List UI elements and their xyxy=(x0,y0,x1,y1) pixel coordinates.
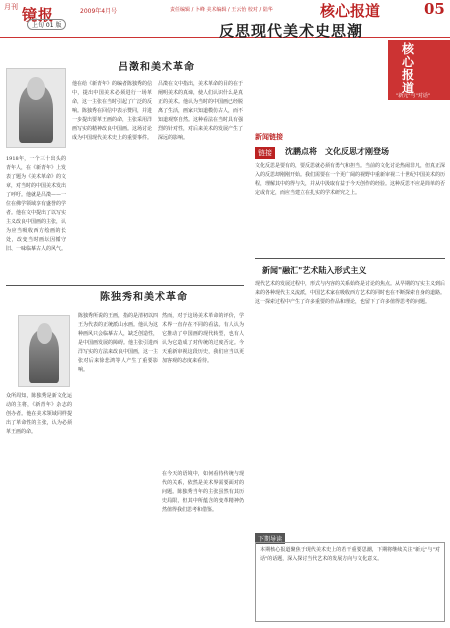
portrait-photo-lvcheng xyxy=(6,68,66,148)
next-issue-text: 本期核心报道聚焦于现代美术史上的若干重要思潮，下期将继续关注"新元"与"对话"的话题，深入探讨当代艺术的发展方向与文化意义。 xyxy=(260,547,440,562)
portrait-photo-chenduxiu xyxy=(18,315,70,387)
newspaper-logo: 镜报 xyxy=(22,6,55,24)
article-title-lvcheng: 吕澂和美术革命 xyxy=(118,62,195,73)
section-title: 核心报道 xyxy=(320,2,381,20)
core-report-panel xyxy=(388,40,450,100)
article2-col1: 众所周知，陈独秀是新文化运动的主将，《新青年》杂志的创办者。他在美术领域同样提出了革命性的主张，认为必须革王画的命。 xyxy=(6,393,72,435)
sidebar-title: 沈鹏点将 文化反思才刚登场 xyxy=(285,146,389,156)
article1-col2: 他在给《新青年》的编者陈独秀的信中，提出中国美术必须进行一场革命，这一主张在当时引起了广泛的反响。陈独秀在回信中表示赞同，并进一步提出要革王画的命，主张采用洋画写实的精神改良中国画。这场讨论成为中国现代美术史上的重要事件。 xyxy=(72,81,152,141)
portrait-face xyxy=(27,77,44,100)
sidebar2-text: 现代艺术的发展过程中，形式与内容的关系始终是讨论的焦点。从早期的写实主义到后来的各种现代主义流派，中国艺术家在吸收西方艺术的同时也在不断探索自身的道路。这一探索过程中产生了许多重要的作品和理论，也留下了许多值得思考的问题。 xyxy=(255,281,445,305)
portrait-face xyxy=(37,323,52,344)
editors-credit: 责任编辑 / 卜峰 美术编辑 / 王云怡 校对 / 陆华 xyxy=(170,7,273,13)
sidebar2-title: 新闻"融汇"艺术陆入形式主义 xyxy=(262,265,367,275)
issue-date: 2009年4月号 xyxy=(80,8,118,15)
page-number: 05 xyxy=(424,0,445,18)
news-link-label: 新闻链接 xyxy=(255,132,283,141)
sidebar-text: 文化反思是要有的，要反思就必须有勇气和担当。当前的文化讨论热闹非凡，但真正深入的反思却刚刚开始。我们需要在一个更广阔的视野中重新审视二十世纪中国美术的历程，理解其中的得与失，并从中汲取有益于今天创作的经验。这种反思不应是简单的否定或肯定，而应当建立在扎实的学术研究之上。 xyxy=(255,163,445,196)
page-headline: 反思现代美术史思潮 xyxy=(219,22,364,40)
divider-line xyxy=(255,258,445,259)
panel-subtitle: "新元"与"对话" xyxy=(396,93,431,99)
article2-col4: 在今天的语境中，如何看待传统与现代的关系，依然是美术界需要面对的问题。陈独秀当年的主张虽然有其历史局限，但其中所蕴含的变革精神仍然值得我们思考和借鉴。 xyxy=(162,471,244,513)
panel-title: 核心报道 xyxy=(402,42,415,95)
article1-col3: 吕澂在文中指出，美术革命的目的在于阐明美术的真谛，使人们认识什么是真正的美术。他认为当时的中国画已经脱离了生活，画家只知道模仿古人，而不知道观察自然。这种看法在当时具有强烈的针对性，对后来美术的发展产生了深远的影响。 xyxy=(158,81,243,141)
next-issue-label: 下期导读 xyxy=(255,533,285,544)
article2-col3: 然而，对于这场美术革命的评价，学术界一直存在不同的看法。有人认为它推动了中国画的现代转型，也有人认为它造成了对传统的过度否定。今天重新审视这段历史，我们应当以更加客观的态度来看待。 xyxy=(162,313,244,364)
edition-tag: 上旬 01 版 xyxy=(27,19,66,30)
article-title-chenduxiu: 陈独秀和美术革命 xyxy=(100,292,188,303)
divider-line xyxy=(6,285,244,286)
link-tag: 链接 xyxy=(255,147,275,159)
article2-col2: 陈独秀所说的王画，指的是清初以四王为代表的正统派山水画。他认为这种画风只会临摹古人，缺乏创造性，是中国画发展的障碍。他主张引进西洋写实的方法来改良中国画，这一主张对后来徐悲鸿等人产生了重要影响。 xyxy=(78,313,158,373)
article1-col1: 1918年，一个三十出头的青年人，在《新青年》上发表了题为《美术革命》的文章，对当时的中国美术发出了呼吁。他就是吕澂——一位在佛学领域享有盛誉的学者。他在文中提出了以写实主义改良中国画的主张，认为应当吸收西方绘画的长处，改变当时画坛因循守旧、一味临摹古人的风气。 xyxy=(6,156,66,252)
logo-prefix: 月刊 xyxy=(4,3,18,11)
